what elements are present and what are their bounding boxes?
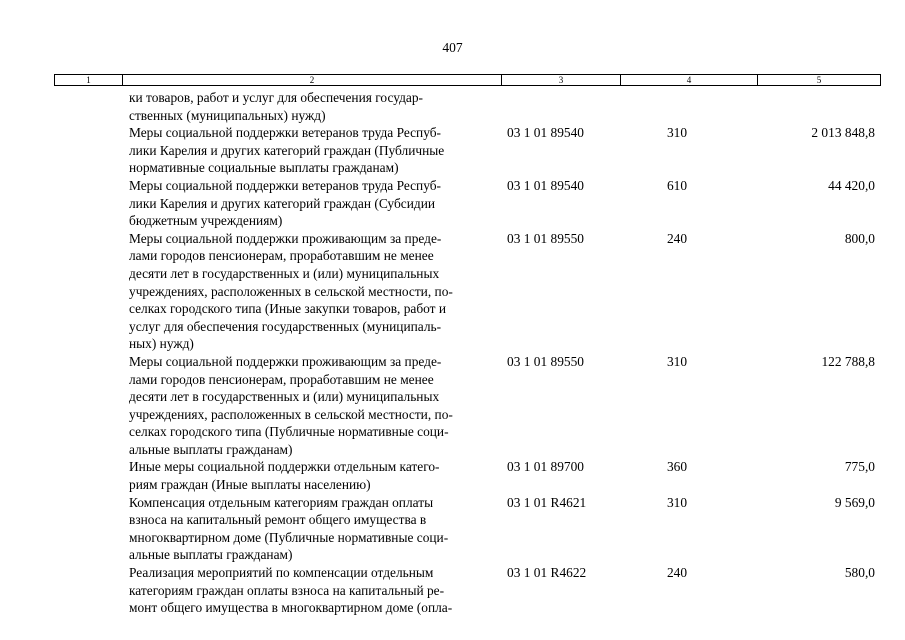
expense-item-name-line: многоквартирном доме (Публичные нормативные соци- [129, 529, 449, 545]
expense-item-name-line: ных) нужд) [129, 336, 194, 352]
amount-value: 2 013 848,8 [811, 125, 875, 141]
table-row [0, 124, 905, 177]
target-article-code: 03 1 01 R4622 [507, 565, 587, 581]
expense-item-name-line: ки товаров, работ и услуг для обеспечения государ- [129, 90, 423, 105]
expense-type-code: 310 [666, 494, 688, 510]
amount-value: 800,0 [844, 230, 875, 246]
table-row [0, 353, 905, 459]
expense-item-name-line: лами городов пенсионерам, проработавшим не менее [129, 371, 434, 387]
expense-item-name-line: альные выплаты гражданам) [129, 441, 293, 457]
column-header-1: 1 [55, 75, 123, 86]
table-row [0, 494, 905, 564]
expense-type-code: 310 [666, 353, 688, 369]
amount-value: 9 569,0 [834, 494, 875, 510]
expense-item-name [129, 230, 491, 353]
expense-item-name-line: селках городского типа (Публичные нормативные соци- [129, 424, 449, 440]
expense-item-name [129, 124, 491, 177]
expense-item-name-line: лами городов пенсионерам, проработавшим не менее [129, 248, 434, 264]
expense-item-name-line: Иные меры социальной поддержки отдельным катего- [129, 459, 440, 475]
column-header-3: 3 [502, 75, 621, 86]
expense-item-name-line: бюджетным учреждениям) [129, 213, 283, 229]
budget-table-body [0, 89, 905, 617]
expense-item-name [129, 353, 491, 459]
expense-item-name [129, 177, 491, 230]
amount-value: 122 788,8 [821, 353, 875, 369]
expense-item-name-line: лики Карелия и других категорий граждан (Публичные [129, 142, 445, 158]
expense-type-code: 610 [666, 177, 688, 193]
table-row [0, 177, 905, 230]
expense-item-name-line: ственных (муниципальных) нужд) [129, 107, 326, 123]
amount-value: 775,0 [844, 459, 875, 475]
amount-value: 44 420,0 [828, 177, 875, 193]
target-article-code: 03 1 01 89550 [507, 230, 584, 246]
target-article-code: 03 1 01 89540 [507, 177, 584, 193]
table-row [0, 458, 905, 493]
expense-item-name-line: альные выплаты гражданам) [129, 547, 293, 563]
target-article-code: 03 1 01 89540 [507, 125, 584, 141]
expense-item-name-line: монт общего имущества в многоквартирном доме (опла- [129, 600, 453, 616]
expense-item-name [129, 494, 491, 564]
expense-type-code: 240 [666, 565, 688, 581]
expense-item-name-line: селках городского типа (Иные закупки товаров, работ и [129, 301, 447, 317]
expense-item-name-line: учреждениях, расположенных в сельской местности, по- [129, 283, 453, 299]
expense-item-name-line: десяти лет в государственных и (или) муниципальных [129, 265, 440, 281]
table-row [0, 89, 905, 124]
table-row [0, 564, 905, 617]
expense-item-name-line: лики Карелия и других категорий граждан (Субсидии [129, 195, 436, 211]
column-header-4: 4 [621, 75, 758, 86]
expense-type-code: 240 [666, 230, 688, 246]
target-article-code: 03 1 01 R4621 [507, 494, 587, 510]
expense-item-name-line: Меры социальной поддержки ветеранов труда Респуб- [129, 125, 442, 141]
target-article-code: 03 1 01 89700 [507, 459, 584, 475]
expense-item-name [129, 564, 491, 617]
expense-item-name-line: десяти лет в государственных и (или) муниципальных [129, 389, 440, 405]
page-number: 407 [442, 40, 463, 55]
expense-item-name-line: Меры социальной поддержки ветеранов труда Респуб- [129, 177, 442, 193]
expense-item-name-line: учреждениях, расположенных в сельской местности, по- [129, 406, 453, 422]
expense-item-name-line: услуг для обеспечения государственных (муниципаль- [129, 318, 442, 334]
expense-item-name [129, 89, 491, 124]
expense-item-name-line: Меры социальной поддержки проживающим за преде- [129, 353, 442, 369]
expense-item-name-line: риям граждан (Иные выплаты населению) [129, 477, 371, 493]
expense-item-name-line: нормативные социальные выплаты гражданам) [129, 160, 399, 176]
amount-value: 580,0 [844, 565, 875, 581]
table-row [0, 230, 905, 353]
expense-item-name [129, 458, 491, 493]
expense-item-name-line: категориям граждан оплаты взноса на капитальный ре- [129, 582, 445, 598]
column-header-row [54, 74, 881, 86]
target-article-code: 03 1 01 89550 [507, 353, 584, 369]
expense-type-code: 360 [666, 459, 688, 475]
column-header-5: 5 [758, 75, 881, 86]
expense-item-name-line: Меры социальной поддержки проживающим за преде- [129, 230, 442, 246]
expense-type-code: 310 [666, 125, 688, 141]
column-header-2: 2 [123, 75, 502, 86]
expense-item-name-line: Реализация мероприятий по компенсации отдельным [129, 565, 434, 581]
expense-item-name-line: Компенсация отдельным категориям граждан оплаты [129, 494, 434, 510]
expense-item-name-line: взноса на капитальный ремонт общего имущества в [129, 512, 427, 528]
